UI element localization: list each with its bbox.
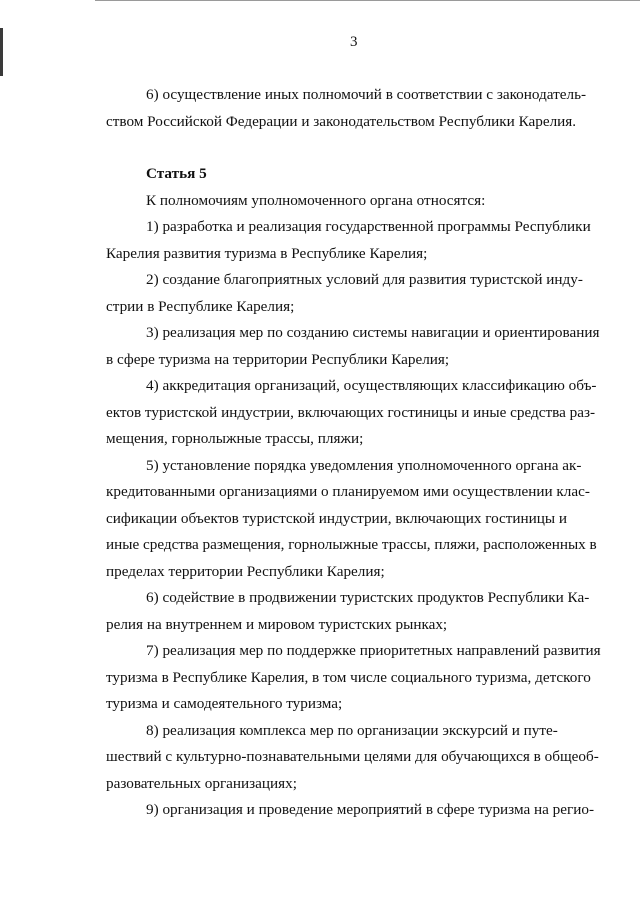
text-line: кредитованными организациями о планируемом ими осуществлении клас- bbox=[106, 483, 590, 500]
paragraph-item-6-prev bbox=[106, 82, 602, 135]
text-line: пределах территории Республики Карелия; bbox=[106, 562, 385, 580]
article-heading: Статья 5 bbox=[146, 165, 207, 182]
text-line: релия на внутреннем и мировом туристских рынках; bbox=[106, 615, 448, 633]
text-line: шествий с культурно-познавательными целями для обучающихся в общеоб- bbox=[106, 748, 599, 765]
text-line: 2) создание благоприятных условий для развития туристской инду- bbox=[146, 271, 583, 288]
text-line: мещения, горнолыжные трассы, пляжи; bbox=[106, 430, 364, 447]
text-line: 8) реализация комплекса мер по организации экскурсий и путе- bbox=[146, 721, 558, 739]
text-line: стрии в Республике Карелия; bbox=[106, 297, 295, 315]
text-line: в сфере туризма на территории Республики Карелия; bbox=[106, 350, 450, 368]
text-line: иные средства размещения, горнолыжные трассы, пляжи, расположенных в bbox=[106, 536, 597, 553]
scan-edge-line bbox=[95, 0, 640, 5]
text-line: Карелия развития туризма в Республике Карелия; bbox=[106, 244, 428, 262]
list-item-7 bbox=[106, 638, 602, 718]
text-line: разовательных организациях; bbox=[106, 774, 297, 792]
page-number: 3 bbox=[350, 34, 358, 50]
scan-edge-mark bbox=[0, 28, 3, 76]
text-line: 7) реализация мер по поддержке приоритетных направлений развития bbox=[146, 642, 601, 659]
text-line: туризма в Республике Карелия, в том числе социального туризма, детского bbox=[106, 668, 591, 686]
list-item-3 bbox=[106, 320, 602, 373]
text-line: сификации объектов туристской индустрии, включающих гостиницы и bbox=[106, 509, 568, 527]
text-line: 6) содействие в продвижении туристских продуктов Республики Ка- bbox=[146, 589, 590, 606]
list-item-8 bbox=[106, 718, 602, 798]
list-item-5 bbox=[106, 453, 602, 586]
text-line: туризма и самодеятельного туризма; bbox=[106, 695, 343, 712]
text-line: 5) установление порядка уведомления уполномоченного органа ак- bbox=[146, 456, 582, 474]
document-body bbox=[106, 82, 602, 824]
list-item-6 bbox=[106, 585, 602, 638]
text-line: 9) организация и проведение мероприятий в сфере туризма на регио- bbox=[146, 801, 595, 818]
list-item-1 bbox=[106, 214, 602, 267]
text-line: ством Российской Федерации и законодательством Республики Карелия. bbox=[106, 112, 577, 130]
text-line: 4) аккредитация организаций, осуществляющих классификацию объ- bbox=[146, 377, 597, 394]
text-line: 1) разработка и реализация государственной программы Республики bbox=[146, 218, 591, 235]
list-item-4 bbox=[106, 373, 602, 453]
article-intro: К полномочиям уполномоченного органа относятся: bbox=[146, 191, 486, 209]
list-item-2 bbox=[106, 267, 602, 320]
list-item-9 bbox=[106, 797, 602, 824]
text-line: 3) реализация мер по созданию системы навигации и ориентирования bbox=[146, 324, 600, 341]
text-line: ектов туристской индустрии, включающих гостиницы и иные средства раз- bbox=[106, 403, 596, 421]
text-line: 6) осуществление иных полномочий в соответствии с законодатель- bbox=[146, 86, 587, 103]
